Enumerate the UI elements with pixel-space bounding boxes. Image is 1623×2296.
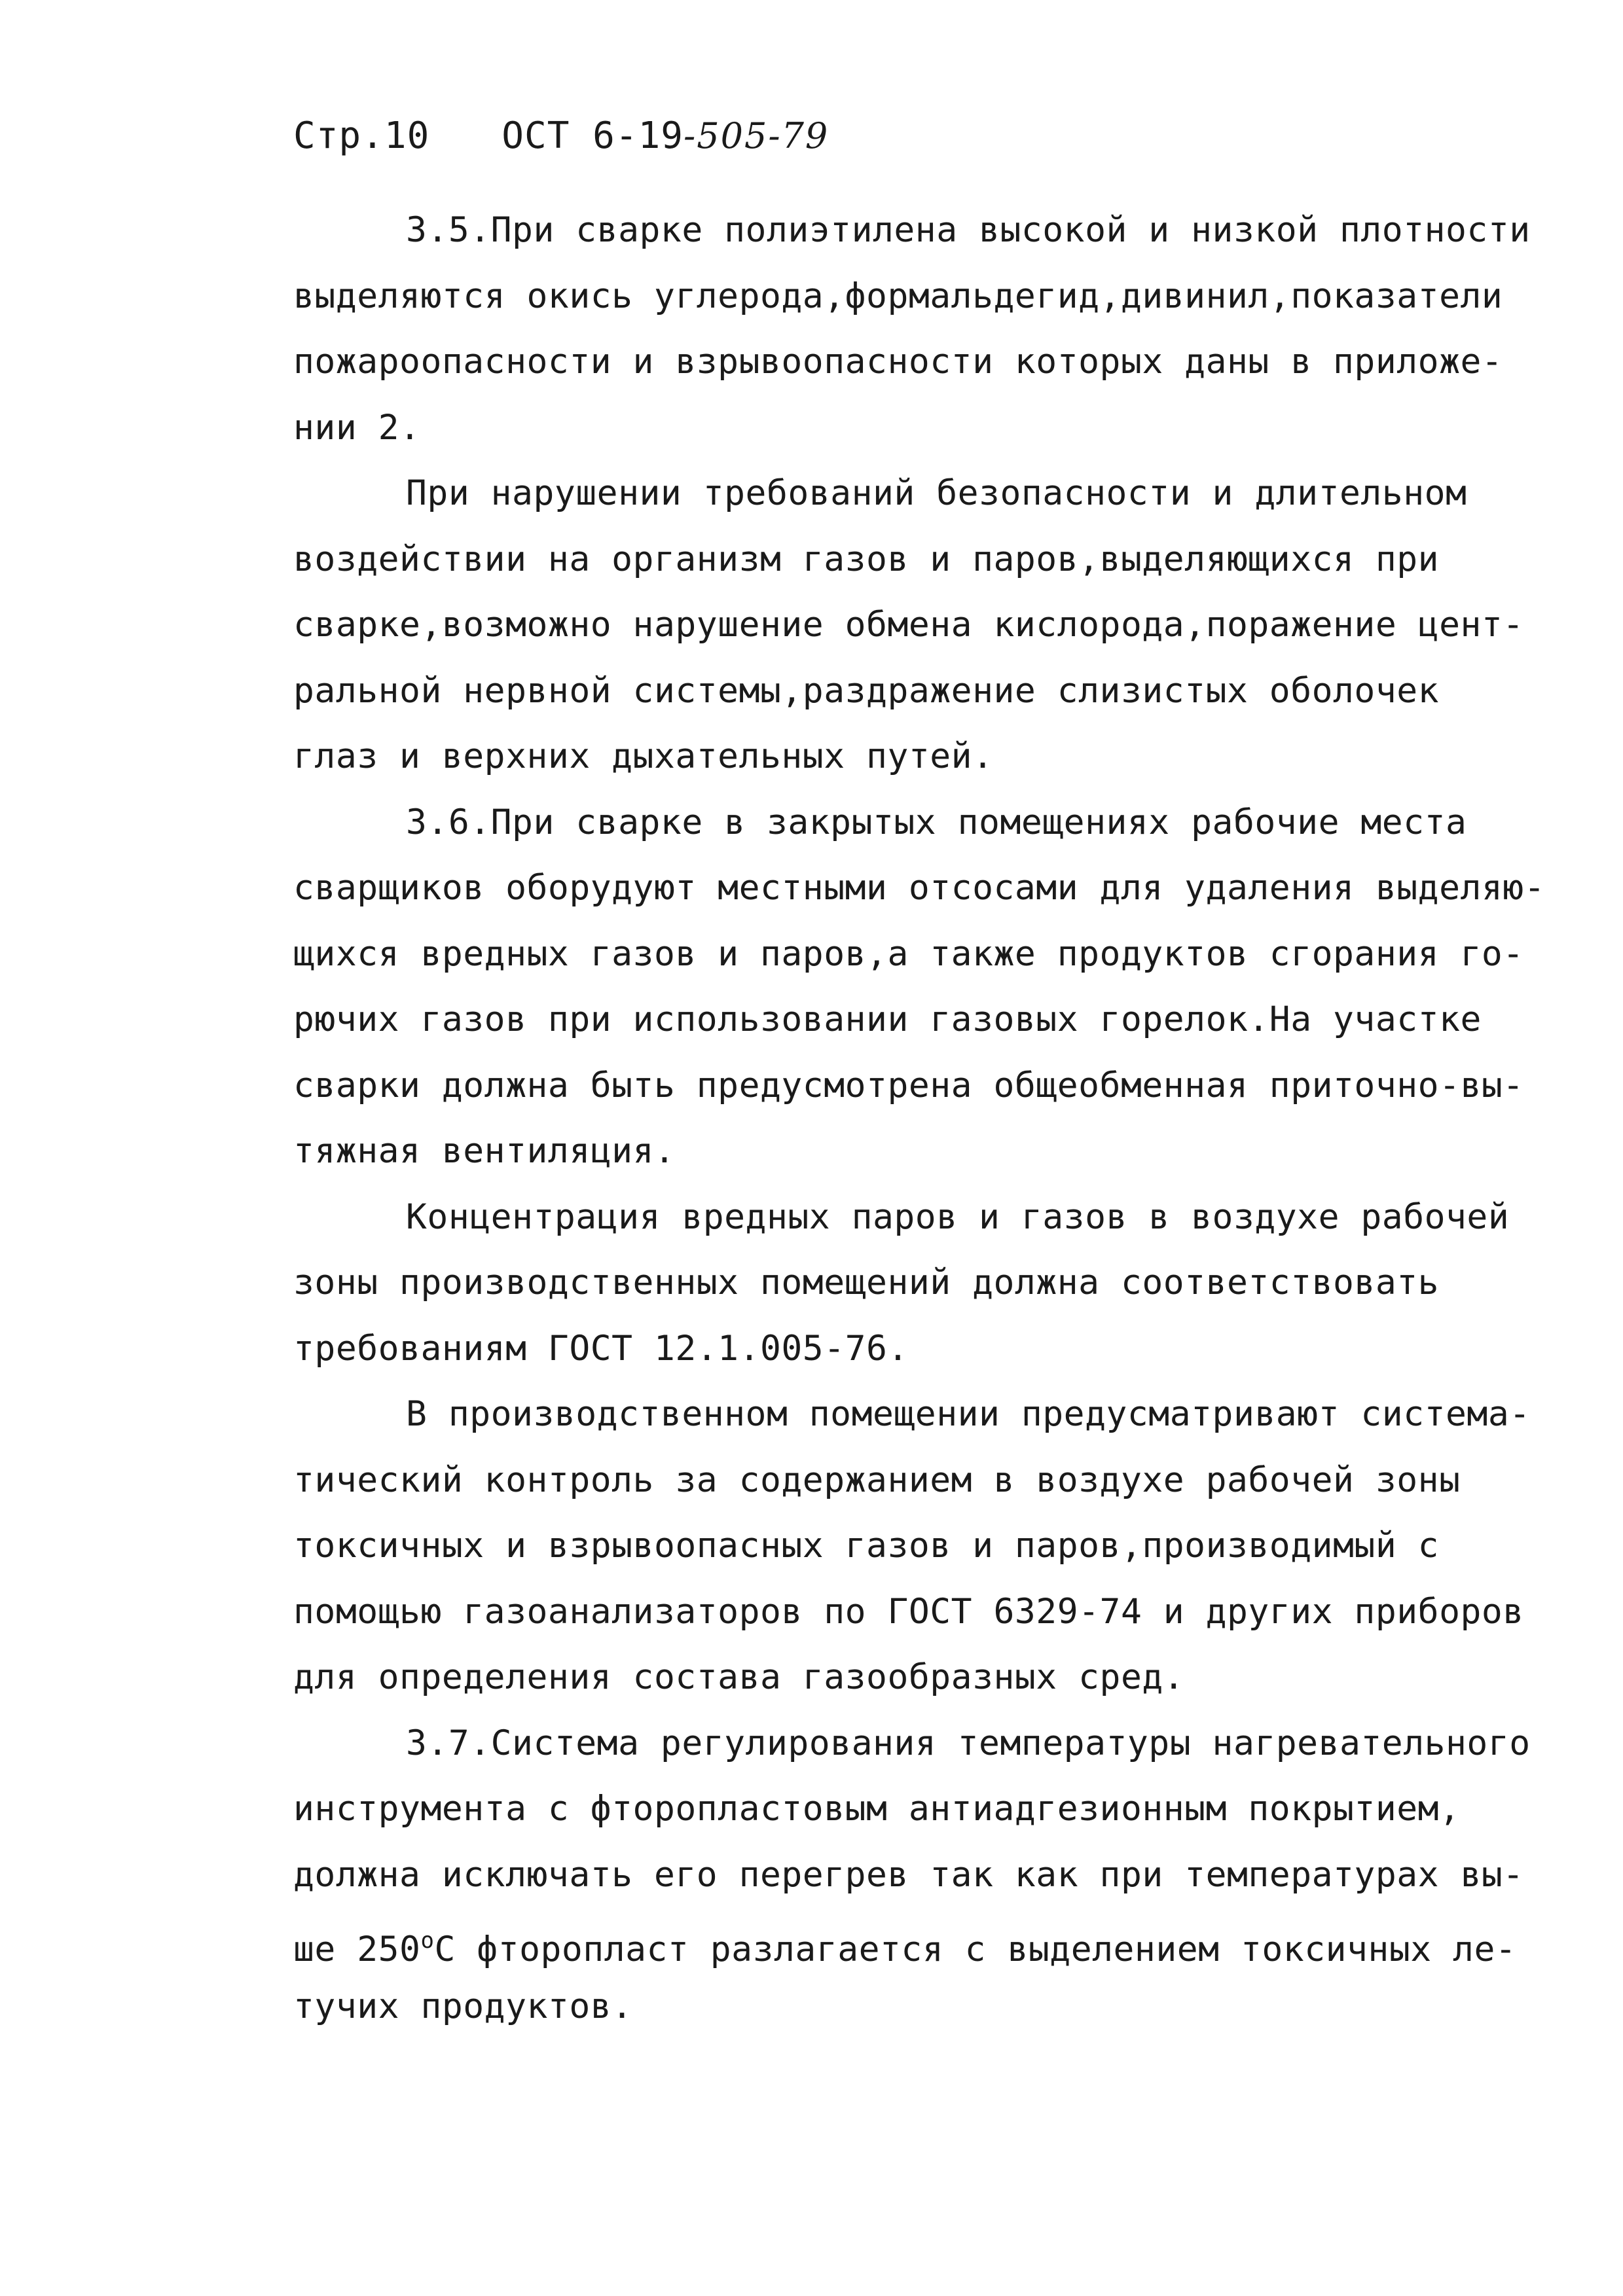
text-line: рючих газов при использовании газовых горелок.На участке bbox=[293, 999, 1482, 1039]
document-code bbox=[501, 110, 829, 162]
text-line: глаз и верхних дыхательных путей. bbox=[293, 736, 994, 776]
text-line: тический контроль за содержанием в воздухе рабочей зоны bbox=[293, 1460, 1461, 1500]
text-line: тяжная вентиляция. bbox=[293, 1131, 676, 1171]
text-line: требованиям ГОСТ 12.1.005-76. bbox=[293, 1328, 909, 1369]
text-line: 3.7.Система регулирования температуры нагревательного bbox=[406, 1723, 1531, 1763]
text-line: пожароопасности и взрывоопасности которых даны в приложе- bbox=[293, 342, 1503, 382]
text-line: тучих продуктов. bbox=[293, 1986, 633, 2026]
text-line: В производственном помещении предусматривают система- bbox=[406, 1394, 1531, 1434]
text-line: сварки должна быть предусмотрена общеобменная приточно-вы- bbox=[293, 1065, 1524, 1105]
text-line: 3.6.При сварке в закрытых помещениях рабочие места bbox=[406, 802, 1467, 842]
text-line: 3.5.При сварке полиэтилена высокой и низкой плотности bbox=[406, 210, 1531, 250]
page-header bbox=[293, 110, 829, 162]
document-code-printed: ОСТ 6-19 bbox=[501, 115, 684, 157]
text-line: нии 2. bbox=[293, 407, 421, 448]
text-line: сварщиков оборудуют местными отсосами для удаления выделяю- bbox=[293, 868, 1546, 908]
text-line: При нарушении требований безопасности и длительном bbox=[406, 473, 1467, 513]
temperature-text-after: С фторопласт разлагается с выделением токсичных ле- bbox=[434, 1929, 1517, 1969]
page-number: Стр.10 bbox=[293, 115, 430, 157]
text-line: помощью газоанализаторов по ГОСТ 6329-74 и других приборов bbox=[293, 1591, 1524, 1632]
text-line: зоны производственных помещений должна соответствовать bbox=[293, 1263, 1440, 1302]
text-line: Концентрация вредных паров и газов в воздухе рабочей bbox=[406, 1196, 1510, 1237]
text-line-temperature bbox=[293, 1908, 1577, 1974]
text-line: выделяются окись углерода,формальдегид,дивинил,показатели bbox=[293, 276, 1503, 316]
text-line: ральной нервной системы,раздражение слизистых оболочек bbox=[293, 670, 1440, 711]
document-code-handwritten: -505-79 bbox=[684, 115, 830, 156]
temperature-text-before: ше 250 bbox=[293, 1929, 421, 1969]
text-line: воздействии на организм газов и паров,выделяющихся при bbox=[293, 539, 1440, 579]
text-line: щихся вредных газов и паров,а также продуктов сгорания го- bbox=[293, 933, 1524, 974]
text-line: токсичных и взрывоопасных газов и паров,производимый с bbox=[293, 1526, 1440, 1566]
text-line: должна исключать его перегрев так как при температурах вы- bbox=[293, 1854, 1524, 1895]
degree-sign: о bbox=[420, 1928, 435, 1954]
text-line: инструмента с фторопластовым антиадгезионным покрытием, bbox=[293, 1789, 1461, 1829]
document-body bbox=[293, 198, 1577, 2039]
text-line: для определения состава газообразных сред. bbox=[293, 1657, 1185, 1697]
text-line: сварке,возможно нарушение обмена кислорода,поражение цент- bbox=[293, 605, 1524, 645]
